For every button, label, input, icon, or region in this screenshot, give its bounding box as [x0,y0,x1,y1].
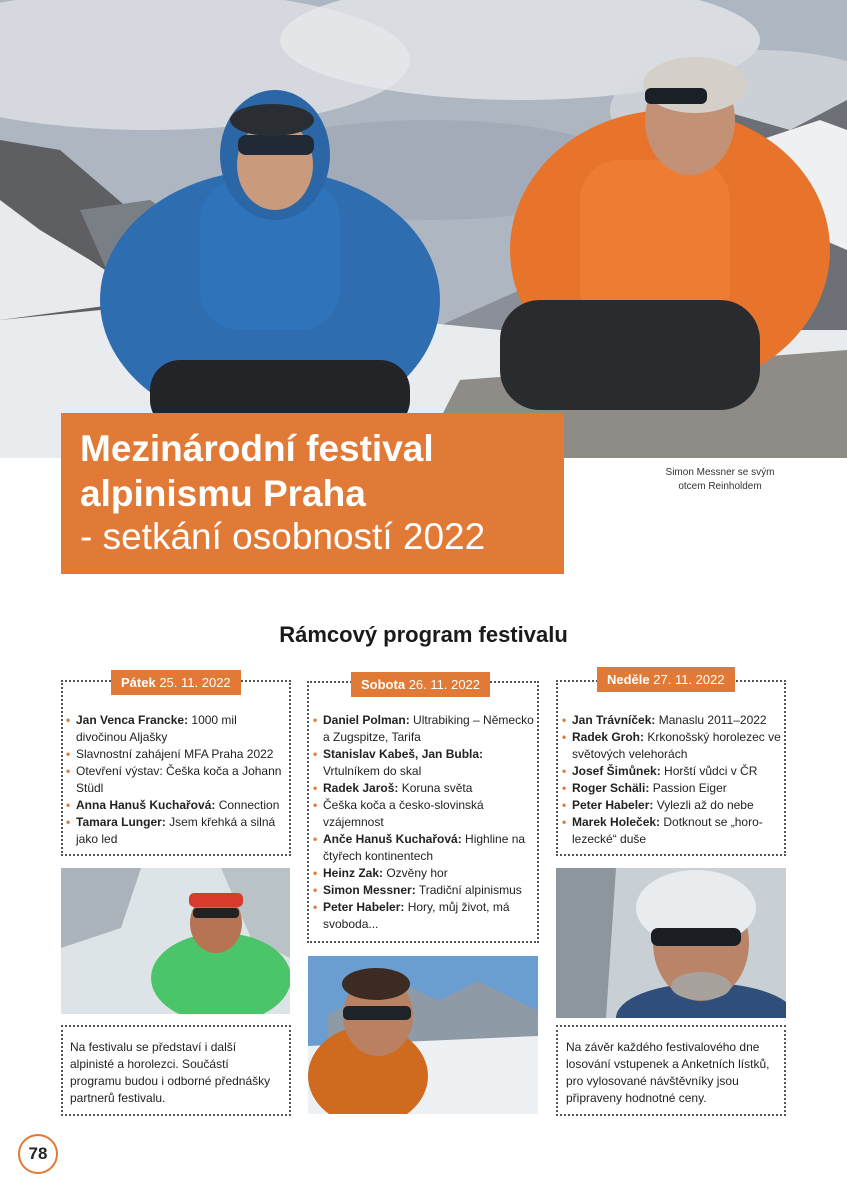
list-item: • Slavnostní zahájení MFA Praha 2022 [66,746,286,763]
friday-note: Na festivalu se představí i další alpinisté a horolezci. Součástí programu budou i odborné přednášky partnerů festivalu. [70,1040,271,1105]
list-item: • Radek Jaroš: Koruna světa [313,780,535,797]
friday-program-list [66,712,286,848]
friday-photo [61,868,290,1014]
list-item: • Roger Schäli: Passion Eiger [562,780,782,797]
page-subtitle: - setkání osobností 2022 [80,516,486,557]
sunday-name: Neděle [607,672,650,687]
section-title: Rámcový program festivalu [279,622,568,647]
sunday-photo [556,868,786,1018]
saturday-tab [351,672,490,697]
saturday-date: 26. 11. 2022 [408,677,481,692]
list-item: • Peter Habeler: Vylezli až do nebe [562,797,782,814]
list-item: • Josef Šimůnek: Horští vůdci v ČR [562,763,782,780]
sunday-date: 27. 11. 2022 [653,672,725,687]
photo-caption-line2: otcem Reinholdem [678,481,762,492]
saturday-name: Sobota [361,677,406,692]
list-item: • Daniel Polman: Ultrabiking – Německo a Zugspitze, Tarifa [313,712,535,746]
saturday-photo [308,956,538,1114]
sunday-note: Na závěr každého festivalového dne losování vstupenek a Anketních lístků, pro vylosované návštěvníky jsou připraveny hodnotné ceny. [566,1040,770,1105]
friday-name: Pátek [121,675,156,690]
list-item: • Anna Hanuš Kuchařová: Connection [66,797,286,814]
friday-tab [111,670,241,695]
saturday-program-list [313,712,535,933]
list-item: • Heinz Zak: Ozvěny hor [313,865,535,882]
sunday-program-list [562,712,782,848]
page-title-line1: Mezinárodní festival [80,428,434,469]
page-number: 78 [18,1134,58,1174]
hero-photo [0,0,847,458]
friday-date: 25. 11. 2022 [159,675,231,690]
list-item: • Marek Holeček: Dotknout se „horo-lezecké“ duše [562,814,782,848]
list-item: • Ančе Hanuš Kuchařová: Highline na čtyřech kontinentech [313,831,535,865]
list-item: • Jan Venca Francke: 1000 mil divočinou Aljašky [66,712,286,746]
list-item: • Otevření výstav: Češka koča a Johann Stüdl [66,763,286,797]
list-item: • Češka koča a česko-slovinská vzájemnost [313,797,535,831]
list-item: • Jan Trávníček: Manaslu 2011–2022 [562,712,782,729]
list-item: • Tamara Lunger: Jsem křehká a silná jako led [66,814,286,848]
list-item: • Radek Groh: Krkonošský horolezec ve světových velehorách [562,729,782,763]
list-item: • Stanislav Kabeš, Jan Bubla: Vrtulníkem do skal [313,746,535,780]
hero-illustration [0,0,847,458]
photo-caption-line1: Simon Messner se svým [665,467,775,478]
list-item: • Simon Messner: Tradiční alpinismus [313,882,535,899]
title-box [61,413,564,574]
sunday-tab [597,667,735,692]
photo-caption [640,466,800,494]
page-title-line2: alpinismu Praha [80,473,366,514]
list-item: • Peter Habeler: Hory, můj život, má svoboda... [313,899,535,933]
